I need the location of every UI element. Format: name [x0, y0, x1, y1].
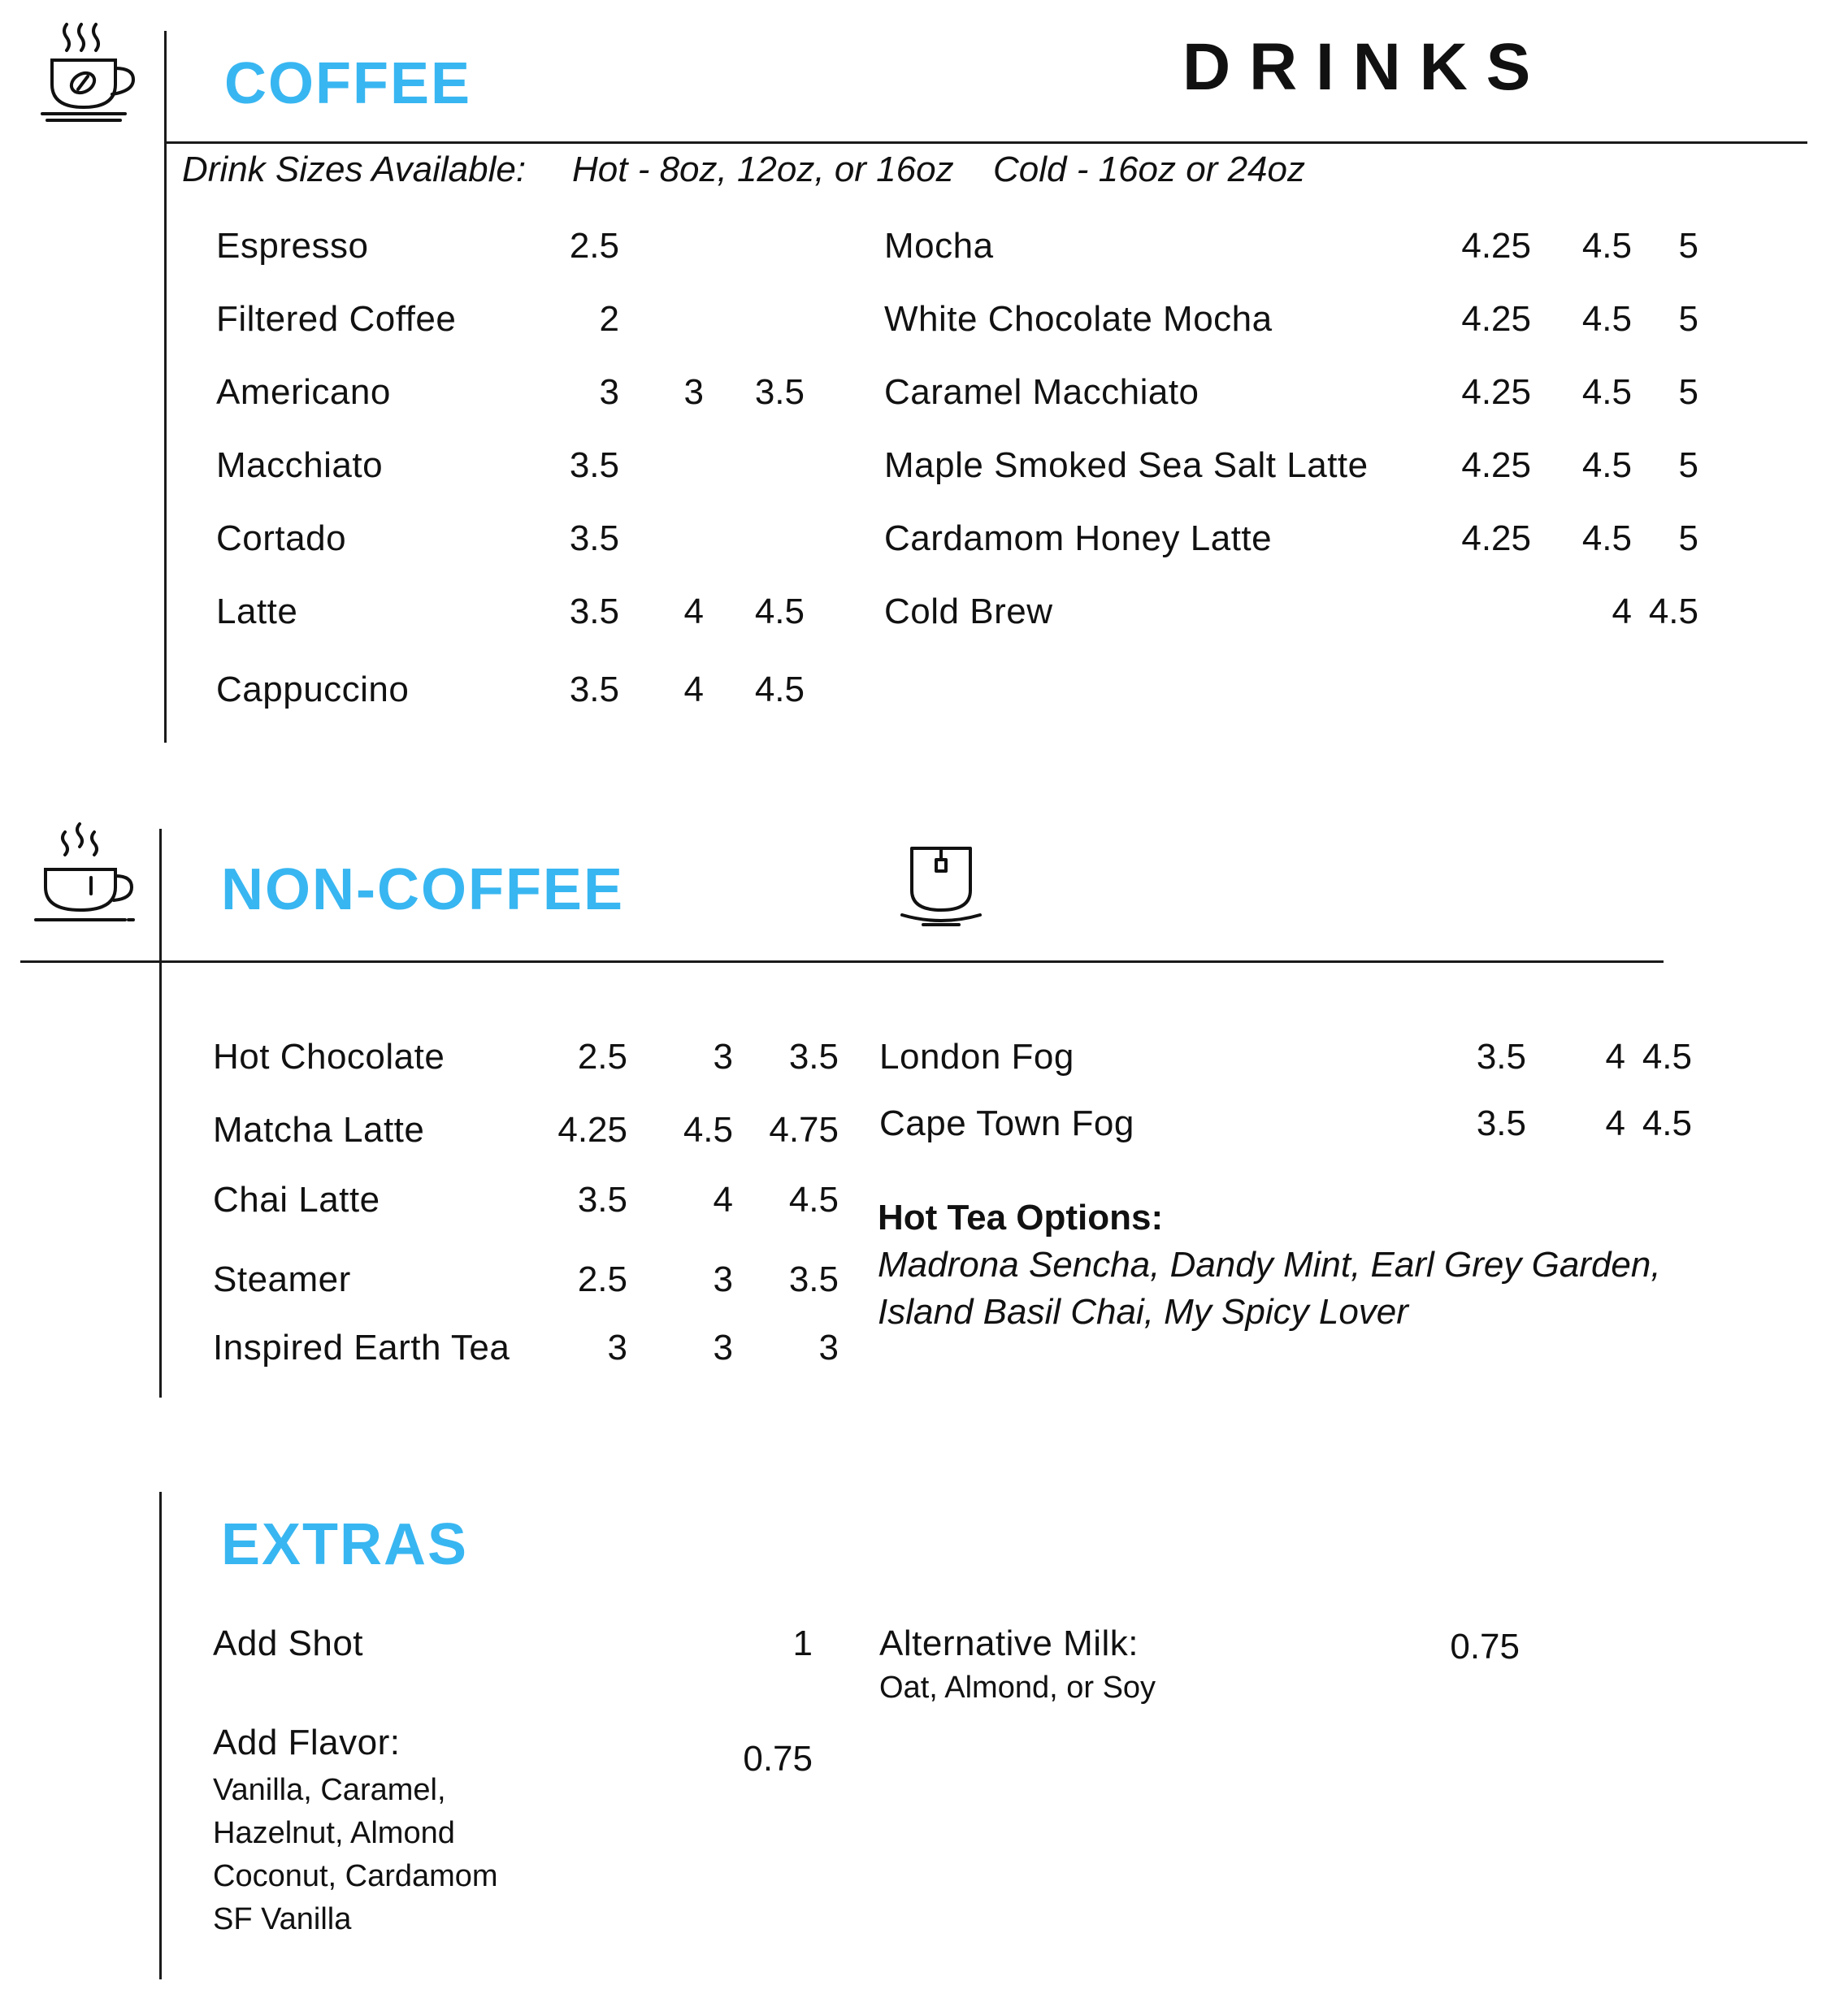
menu-item-price: 3.5 [569, 518, 619, 558]
menu-item-price: 4.5 [1581, 226, 1632, 266]
menu-item-name: London Fog [879, 1037, 1074, 1077]
menu-item-price: 4.25 [557, 1110, 627, 1150]
menu-item-price: 3 [818, 1328, 839, 1368]
menu-item-name: Matcha Latte [213, 1110, 425, 1150]
noncoffee-horizontal-rule [20, 960, 1664, 963]
menu-item-price: 4.25 [1461, 226, 1531, 266]
menu-item-price: 4.5 [1642, 1103, 1692, 1143]
menu-item-name: Inspired Earth Tea [213, 1328, 510, 1368]
menu-item-price: 4.25 [1461, 372, 1531, 412]
menu-item-price: 3.5 [569, 670, 619, 709]
menu-item-name: Steamer [213, 1259, 351, 1299]
menu-item-price: 3 [713, 1328, 733, 1368]
add-flavor-label: Add Flavor: [213, 1723, 401, 1762]
menu-item-name: Filtered Coffee [216, 299, 457, 339]
flavor-line: SF Vanilla [213, 1902, 352, 1936]
menu-item-price: 3.5 [788, 1037, 839, 1077]
menu-item-price: 4.5 [1642, 1037, 1692, 1077]
menu-item-price: 4.5 [754, 592, 805, 631]
menu-item-price: 3.5 [754, 372, 805, 412]
add-shot-label: Add Shot [213, 1623, 364, 1663]
drink-sizes-cold: Cold - 16oz or 24oz [993, 150, 1305, 189]
coffee-vertical-rule [164, 31, 167, 743]
menu-item-price: 4.25 [1461, 518, 1531, 558]
menu-item-price: 5 [1678, 372, 1698, 412]
add-flavor-price: 0.75 [743, 1739, 813, 1779]
menu-item-price: 5 [1678, 299, 1698, 339]
alt-milk-label: Alternative Milk: [879, 1623, 1139, 1663]
menu-item-price: 2.5 [577, 1037, 627, 1077]
menu-item-price: 2.5 [577, 1259, 627, 1299]
menu-item-price: 3 [713, 1259, 733, 1299]
coffee-heading: COFFEE [224, 51, 472, 116]
coffee-cup-bean-icon [36, 18, 141, 128]
hot-tea-label: Hot Tea Options: [878, 1198, 1164, 1238]
menu-item-price: 4.75 [769, 1110, 839, 1150]
menu-item-price: 4.25 [1461, 445, 1531, 485]
menu-item-name: Americano [216, 372, 391, 412]
menu-item-price: 4.25 [1461, 299, 1531, 339]
menu-item-price: 2 [599, 299, 619, 339]
menu-item-price: 3.5 [1476, 1103, 1526, 1143]
menu-item-price: 5 [1678, 445, 1698, 485]
flavor-line: Hazelnut, Almond [213, 1816, 455, 1850]
alt-milk-price: 0.75 [1450, 1627, 1520, 1667]
drink-sizes-hot: Hot - 8oz, 12oz, or 16oz [572, 150, 954, 189]
menu-item-name: Macchiato [216, 445, 384, 485]
coffee-horizontal-rule [164, 141, 1807, 144]
steaming-mug-icon [33, 819, 138, 923]
menu-item-name: Chai Latte [213, 1180, 380, 1220]
menu-item-price: 4 [1605, 1103, 1625, 1143]
flavor-line: Vanilla, Caramel, [213, 1773, 446, 1807]
noncoffee-vertical-rule [159, 829, 162, 1398]
menu-item-name: Caramel Macchiato [884, 372, 1199, 412]
menu-item-price: 3.5 [577, 1180, 627, 1220]
menu-item-price: 4 [683, 670, 704, 709]
noncoffee-heading: NON-COFFEE [221, 857, 624, 922]
menu-item-price: 5 [1678, 518, 1698, 558]
menu-item-price: 5 [1678, 226, 1698, 266]
tea-cup-icon [900, 845, 982, 930]
menu-item-price: 4.5 [1581, 445, 1632, 485]
menu-item-price: 3 [599, 372, 619, 412]
menu-item-price: 4.5 [1581, 372, 1632, 412]
menu-item-name: Cardamom Honey Latte [884, 518, 1273, 558]
menu-item-price: 3 [607, 1328, 627, 1368]
menu-item-price: 2.5 [569, 226, 619, 266]
menu-item-name: Cape Town Fog [879, 1103, 1134, 1143]
menu-item-name: Mocha [884, 226, 994, 266]
extras-heading: EXTRAS [221, 1512, 469, 1577]
drink-sizes-label: Drink Sizes Available: [182, 150, 527, 189]
menu-item-price: 4 [683, 592, 704, 631]
flavor-line: Coconut, Cardamom [213, 1859, 498, 1893]
menu-item-price: 4 [1605, 1037, 1625, 1077]
menu-item-price: 3.5 [569, 445, 619, 485]
menu-item-price: 4 [713, 1180, 733, 1220]
hot-tea-options-line1: Madrona Sencha, Dandy Mint, Earl Grey Garden, [878, 1245, 1661, 1285]
alt-milk-options: Oat, Almond, or Soy [879, 1671, 1156, 1705]
menu-item-name: Espresso [216, 226, 369, 266]
hot-tea-options-line2: Island Basil Chai, My Spicy Lover [878, 1292, 1408, 1332]
menu-item-price: 4 [1612, 592, 1632, 631]
menu-item-name: Cortado [216, 518, 347, 558]
menu-item-price: 4.5 [754, 670, 805, 709]
menu-item-price: 4.5 [1581, 299, 1632, 339]
menu-item-name: Latte [216, 592, 298, 631]
menu-item-name: Cold Brew [884, 592, 1053, 631]
menu-item-price: 3.5 [788, 1259, 839, 1299]
menu-item-price: 3 [683, 372, 704, 412]
add-shot-price: 1 [792, 1623, 813, 1663]
extras-vertical-rule [159, 1492, 162, 1979]
menu-item-price: 3.5 [1476, 1037, 1526, 1077]
menu-item-name: White Chocolate Mocha [884, 299, 1273, 339]
menu-item-price: 4.5 [683, 1110, 733, 1150]
menu-item-name: Cappuccino [216, 670, 410, 709]
menu-item-price: 3 [713, 1037, 733, 1077]
page-title: D R I N K S [1182, 30, 1531, 104]
menu-item-price: 3.5 [569, 592, 619, 631]
menu-item-price: 4.5 [1581, 518, 1632, 558]
menu-item-name: Hot Chocolate [213, 1037, 445, 1077]
menu-item-price: 4.5 [1648, 592, 1698, 631]
menu-item-price: 4.5 [788, 1180, 839, 1220]
menu-item-name: Maple Smoked Sea Salt Latte [884, 445, 1369, 485]
